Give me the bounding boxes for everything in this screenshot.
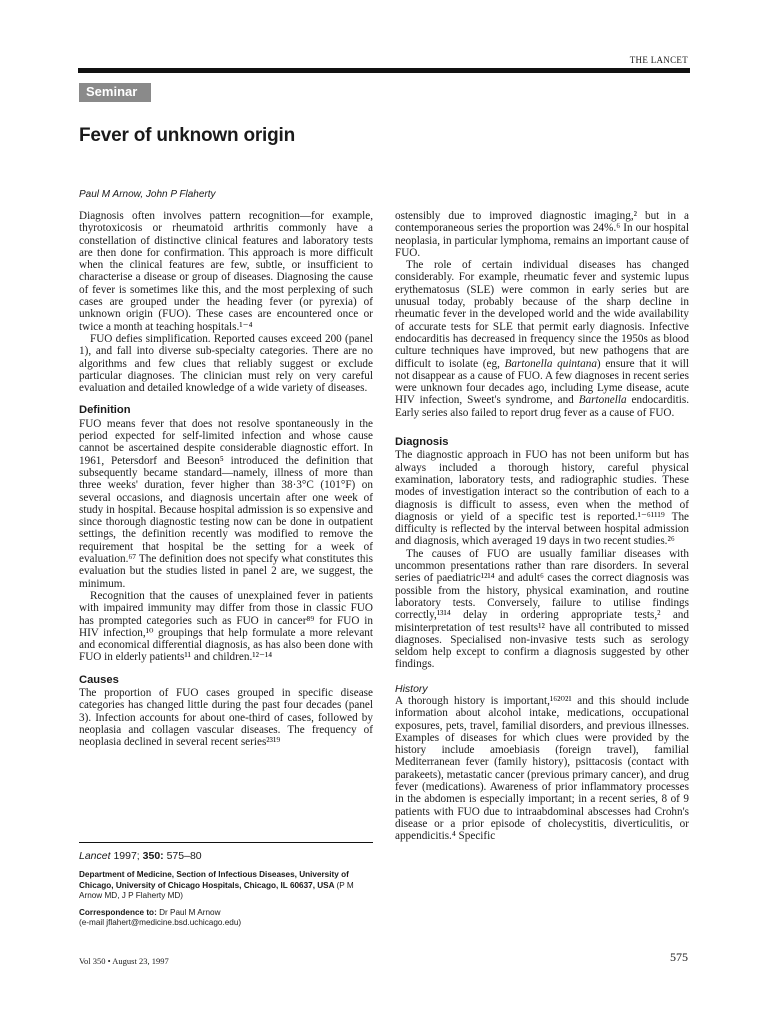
- correspondence-label: Correspondence to:: [79, 907, 157, 917]
- genus-name: Bartonella: [578, 394, 627, 407]
- paragraph: FUO defies simplification. Reported causes exceed 200 (panel 1), and fall into diverse sub-specialty categories. There are no algorithms and few clues that reliably suggest or exclude particular diagnoses. The clinician must rely on very careful evaluation and detailed knowledge of a wide variety of diseases.: [79, 332, 373, 395]
- paragraph: FUO means fever that does not resolve spontaneously in the period expected for self-limited infection and whose cause cannot be ascertained despite considerable diagnostic effort. In 1961, Petersdorf and Beeson⁵ introduced the definition that subsequently became standard—namely, illness of more than three weeks' duration, fever higher than 38·3°C (101°F) on several occasions, and diagnosis uncertain after one week of study in hospital. Because hospital admission is so expensive and since thorough diagnostic testing now can be done in outpatient settings, the definition recently was modified to remove the requirement that hospital be the setting for a week of evaluation.⁶⁷ The definition does not specify what constitutes this evaluation but the studies listed in panel 2 are, we suggest, the minimum.: [79, 417, 373, 590]
- paragraph-text: The role of certain individual diseases has changed considerably. For example, rheumatic fever and systemic lupus erythematosus (SLE) were common in early series but are unusual today, probably because of the sharp decline in rheumatic fever in the developed world and the wide availability of accurate tests for SLE that permit early diagnosis. Infective endocarditis has decreased in frequency since the 1950s as blood culture techniques have improved, but new pathogens that are difficult to isolate (eg,: [395, 259, 689, 370]
- heading-history: History: [395, 682, 428, 695]
- paragraph-text: endocarditis. Early series also failed to report drug fever as a cause of FUO.: [395, 394, 689, 419]
- paragraph: Diagnosis often involves pattern recognition—for example, thyrotoxicosis or rheumatoid arthritis commonly have a constellation of distinctive clinical features and laboratory tests are then done for confirmation. This approach is more difficult when the clinical features are few, subtle, or insufficient to characterise a disease or group of diseases. Diagnosing the cause of fever is sometimes like this, and the most perplexing of such cases are grouped under the heading fever (or pyrexia) of unknown origin (FUO). These cases are encountered once or twice a month at teaching hospitals.¹⁻⁴: [79, 210, 373, 333]
- paragraph-text: ) ensure that it will not disappear as a cause of FUO. A few diagnoses in recent series were unknown four decades ago, including Lyme disease, acute HIV infection, Sweet's syndrome, and: [395, 357, 689, 407]
- paragraph: ostensibly due to improved diagnostic imaging,² but in a contemporaneous series the proportion was 24%.⁶ In our hospital neoplasia, in particular lymphoma, remains an important cause of FUO.: [395, 210, 689, 259]
- affiliation-authors: (P M Arnow MD, J P Flaherty MD): [79, 880, 354, 900]
- article-title: Fever of unknown origin: [79, 125, 296, 146]
- paragraph: [395, 259, 689, 419]
- affiliation: [79, 870, 373, 902]
- paragraph: A thorough history is important,¹⁶²⁰²¹ and this should include information about alcohol intake, medications, occupational exposures, pets, travel, familial disorders, and previous illnesses. Examples of diseases for which clues were provided by the history include amoebiasis (foreign travel), familial Mediterranean fever (family history), psittacosis (contact with parakeets), metastatic cancer (previous primary cancer), and drug fever (medications). Awareness of prior inflammatory processes in the abdomen is especially important; in a recent series, 8 of 9 patients with FUO due to intraabdominal abscesses had Crohn's disease or a prior episode of cholecystitis, diverticulitis, or appendicitis.⁴ Specific: [395, 694, 689, 843]
- heading-causes: Causes: [79, 673, 119, 686]
- article-authors: Paul M Arnow, John P Flaherty: [79, 189, 216, 200]
- affiliation-text: Department of Medicine, Section of Infectious Diseases, University of Chicago, University of Chicago Hospitals, Chicago, IL 60637, USA: [79, 870, 349, 890]
- citation-pages: 575–80: [166, 850, 202, 862]
- paragraph: The proportion of FUO cases grouped in specific disease categories has changed little during the past four decades (panel 3). Infection accounts for about one-third of cases, followed by neoplasia and collagen vascular diseases. The frequency of neoplasia declined in several recent series²³¹⁹: [79, 686, 373, 749]
- citation-volume: 350:: [142, 850, 164, 862]
- journal-name: THE LANCET: [629, 55, 688, 65]
- correspondence-name: Dr Paul M Arnow: [159, 907, 221, 917]
- right-column: [395, 210, 689, 843]
- page-number: 575: [670, 950, 688, 964]
- left-column: [79, 210, 373, 748]
- species-name: Bartonella quintana: [504, 357, 597, 370]
- citation-journal: Lancet: [79, 850, 111, 862]
- paragraph: The causes of FUO are usually familiar diseases with uncommon presentations rather than rare disorders. In several series of paediatric¹²¹⁴ and adult⁶ cases the correct diagnosis was possible from the history, physical examination, and routine laboratory tests. Conversely, failure to utilise findings correctly,¹³¹⁴ delay in ordering appropriate tests,² and misinterpretation of test results¹² have all contributed to missed diagnoses. Specialised non-invasive tests such as serology seldom help except to confirm a diagnosis suggested by other findings.: [395, 547, 689, 671]
- correspondence-email[interactable]: (e-mail jflahert@medicine.bsd.uchicago.edu): [79, 918, 242, 927]
- citation: [79, 850, 373, 862]
- paragraph: Recognition that the causes of unexplained fever in patients with impaired immunity may differ from those in classic FUO has prompted categories such as FUO in cancer⁸⁹ for FUO in HIV infection,¹⁰ groupings that help formulate a more relevant and economical differential diagnosis, as has also been done with FUO in elderly patients¹¹ and children.¹²⁻¹⁴: [79, 589, 373, 664]
- article-footnote: [79, 842, 373, 929]
- section-label: Seminar: [79, 83, 151, 102]
- footer-volume-date: Vol 350 • August 23, 1997: [79, 956, 169, 966]
- paragraph: The diagnostic approach in FUO has not been uniform but has always included a thorough history, careful physical examination, laboratory tests, and radiographic studies. These modes of investigation interact so the contribution of each to a diagnosis is difficult to assess, even when the method of diagnosis or yield of a specific test is reported.¹⁻⁶¹¹¹⁹ The difficulty is reflected by the interval between hospital admission and diagnosis, which averaged 19 days in two recent studies.²⁶: [395, 449, 689, 548]
- heading-diagnosis: Diagnosis: [395, 436, 449, 449]
- citation-year: 1997;: [113, 850, 140, 862]
- correspondence: [79, 908, 373, 929]
- heading-definition: Definition: [79, 404, 131, 417]
- header-rule: [78, 68, 690, 73]
